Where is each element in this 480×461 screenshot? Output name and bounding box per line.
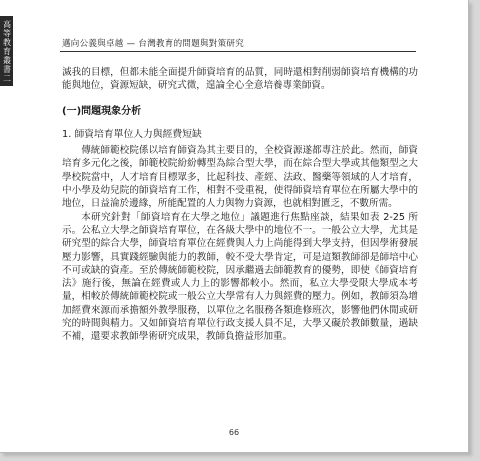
paragraph: 本研究針對「師資培育在大學之地位」議題進行焦點座談，結果如表 2-25 所示。公私立大學之師資培育單位，在各級大學中的地位不一。一般公立大學，尤其是研究型的綜合大學，師資培育單位在經費與人力上尚能得到大學支持，但因學術發展壓力影響，具實踐經驗與能力的教師，較不受大學肯定，可是這類教師卻是師培中心不可或缺的資產。至於傳統師範校院，因承繼過去師範教育的優勢，即使《師資培育法》施行後，無論在經費或人力上的影響都較小。然而，私立大學受限大學成本考量，相較於傳統師範校院或一般公立大學常有人力與經費的壓力。例如，教師須為增加經費來源而承擔額外教學服務，以單位之名服務各類進修班次，影響他們休閒或研究的時間與精力。又如師資培育單位行政支援人員不足，大學又礙於教師數量，過缺不補，還要求教師學術研究成果，教師負擔益形加重。 bbox=[62, 211, 418, 343]
side-tab: 高等教育叢書二 bbox=[0, 16, 13, 86]
page-number: 66 bbox=[228, 428, 240, 437]
paragraph: 傳統師範校院係以培育師資為其主要目的，全校資源遂都專注於此。然而，師資培育多元化之後，師範校院紛紛轉型為綜合型大學，而在綜合型大學或其他類型之大學校院當中，人才培育目標眾多，比起科技、產經、法政、醫藥等領域的人才培育，中小學及幼兒院的師資培育工作，相對不受重視，使得師資培育單位在所屬大學中的地位，日益淪於邊緣，所能配置的人力與物力資源，也就相對匱乏，不數所需。 bbox=[62, 145, 418, 210]
page-body bbox=[62, 66, 418, 344]
section-heading: (一)問題現象分析 bbox=[62, 105, 142, 117]
subheading: 1. 師資培育單位人力與經費短缺 bbox=[62, 128, 202, 140]
header-rule bbox=[60, 51, 416, 52]
paragraph: 滅我的目標，但都未能全面提升師資培育的品質，同時還相對削弱師資培育機構的功能與地位，資源短缺，研究式微，遑論全心全意培養專業師資。 bbox=[62, 67, 418, 92]
running-head: 邁向公義與卓越 — 台灣教育的問題與對策研究 bbox=[62, 39, 245, 49]
